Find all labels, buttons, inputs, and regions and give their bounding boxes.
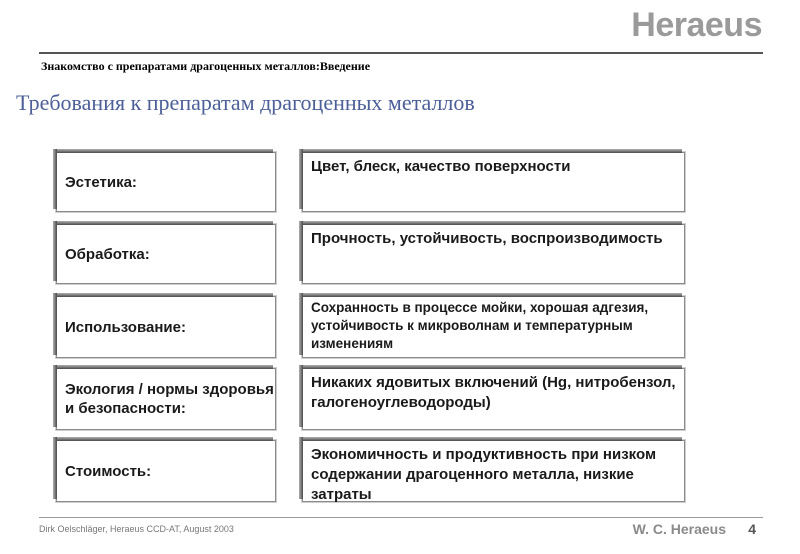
label-box-processing [56, 224, 276, 284]
description-text: Экономичность и продуктивность при низком содержании драгоценного металла, низкие затраты [311, 446, 657, 503]
slide-title: Требования к препаратам драгоценных металлов [16, 90, 475, 115]
heraeus-logo: Heraeus [631, 6, 762, 44]
description-text: Сохранность в процессе мойки, хорошая адгезия, устойчивость к микроволнам и температурным изменениям [311, 300, 649, 351]
label-text: Обработка: [65, 245, 150, 263]
label-text: Эстетика: [65, 173, 137, 191]
label-text: Экология / нормы здоровья и безопасности: [65, 381, 274, 417]
page-number: 4 [748, 521, 756, 537]
description-box-ecology [302, 368, 685, 430]
header-divider [39, 52, 763, 54]
label-box-cost [56, 440, 276, 502]
label-box-ecology [56, 368, 276, 430]
description-text: Цвет, блеск, качество поверхности [311, 158, 571, 175]
label-box-aesthetics [56, 152, 276, 212]
footer-author: Dirk Oelschläger, Heraeus CCD-AT, August 2003 [39, 524, 234, 534]
label-text: Стоимость: [65, 462, 152, 480]
footer-divider [39, 517, 763, 518]
description-box-aesthetics [302, 152, 685, 212]
slide-subtitle: Знакомство с препаратами драгоценных металлов:Введение [41, 59, 371, 73]
description-box-processing [302, 224, 685, 284]
label-text: Использование: [65, 318, 186, 336]
description-text: Прочность, устойчивость, воспроизводимость [311, 230, 663, 247]
description-box-cost [302, 440, 685, 502]
footer-company: W. C. Heraeus [632, 521, 726, 537]
label-box-usage [56, 296, 276, 358]
description-text: Никаких ядовитых включений (Hg, нитробензол, галогеноуглеводороды) [311, 374, 676, 411]
description-box-usage [302, 296, 685, 358]
